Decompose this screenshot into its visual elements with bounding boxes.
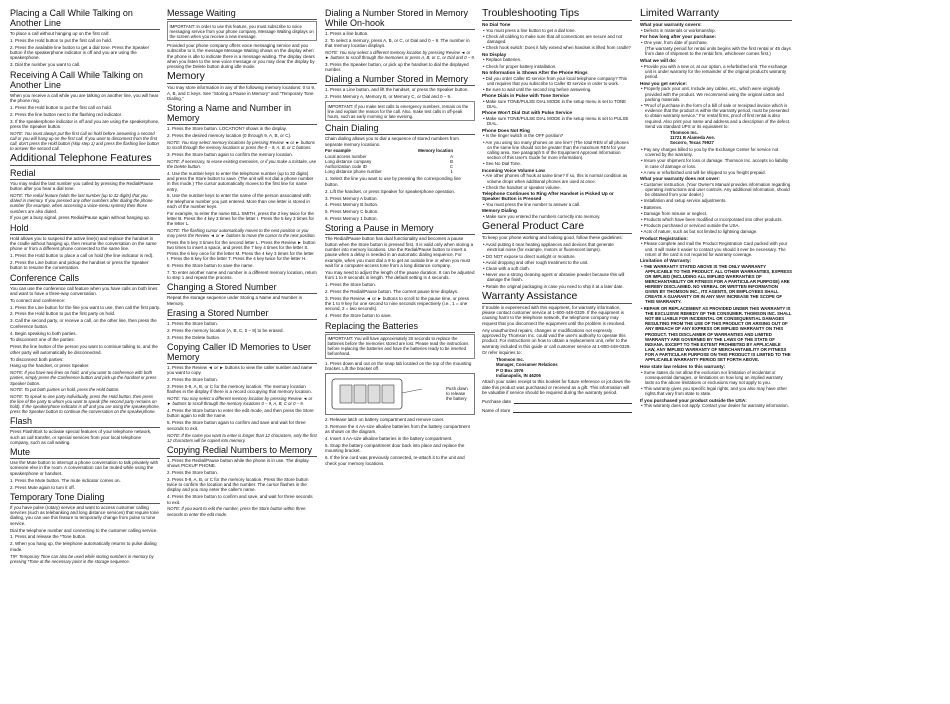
heading-talk-line: Placing a Call While Talking on Another Line	[10, 8, 160, 30]
note: NOTE: The flashing cursor automatically moves to the next position or you may press the Review ◄ or ► buttons to move the cursor to the next position.	[167, 228, 316, 239]
step: 5. Press Memory C button.	[325, 209, 379, 215]
list-item: • Products which have been modified or incorporated into other products.	[640, 217, 792, 222]
step: 3. If the speakerphone indicator is off and you are using the speakerphone, press the Speaker button.	[10, 118, 160, 129]
list-item: • This warranty gives you specific legal rights, and you also may have other rights that vary from state to state.	[640, 386, 792, 396]
subheading: Phone Does Not Ring	[482, 127, 530, 133]
important-box: IMPORTANT: In order to use this feature, you must subscribe to voice messaging service from your phone company. Message Waiting displays on the screen when you receive a new message.	[167, 21, 317, 41]
heading-memory: Memory	[167, 71, 317, 84]
step: 2. Press the available line button to get a dial tone. Press the Speaker button if the speakerphone indicator is off and you are using the speakerphone.	[10, 44, 150, 61]
table-cell: A	[450, 153, 453, 159]
step: 4. Press the Store button to enter the edit mode, and then press the Store button again to edit the name.	[167, 408, 314, 419]
list-item: • Avoid putting it near heating appliances and devices that generate electrical noise (for example, motors or fluorescent lamps).	[482, 242, 632, 252]
list-item: • Retain the original packaging in case you need to ship it at a later date.	[482, 284, 632, 289]
list-item: • Avoid dropping and other rough treatment to the unit.	[482, 260, 632, 265]
step: 5. Press the Store button again to confirm and save and wait for three seconds to exit.	[167, 420, 306, 431]
step: 4. Press the Store button to save.	[325, 313, 392, 319]
heading-copying-caller-id: Copying Caller ID Memories to User Memory	[167, 342, 317, 364]
step: 1. Select the line you want to use by pressing the corresponding line button.	[325, 176, 461, 187]
table-cell: Local access number	[325, 153, 367, 159]
list-item: • Check the handset or speaker volume.	[482, 185, 632, 190]
step: 2. To select a memory, press A, B, or C, or Dial and 0 – 9. The number in that memory location displays.	[325, 37, 470, 49]
column-3	[325, 6, 475, 700]
note: NOTE: If necessary, to erase existing memories, or if you make a mistake, use the Delete button.	[167, 158, 317, 169]
subheading: Memory Dialing	[482, 208, 517, 214]
purchase-date-line	[482, 398, 632, 404]
list-item: • "Proof of purchase in the form of a bill of sale or receipted invoice which is evidence that the product is within the warranty period, must be presented to obtain warranty service." For rental firms, proof of first rental is also required. Also print your name and address and a description of the defect. Send via standard UPS or its equivalent to:	[640, 103, 792, 129]
table-cell: C	[449, 164, 453, 170]
step: 1. Press down and out on the snap tab located on the top of the mounting bracket. Lift the bracket off.	[325, 360, 472, 371]
subheading: Incoming Voice Volume Low	[482, 167, 545, 173]
subheading: How state law relates to this warranty:	[640, 363, 726, 369]
step: 2. Press the Redial/Pause button. The current pause time displays.	[325, 288, 459, 294]
step: 1. Press the Mute button. The mute indicator comes on.	[10, 477, 121, 483]
step: 1. Press a line button.	[325, 31, 369, 36]
para: To keep your phone working and looking good, follow these guidelines:	[482, 235, 623, 241]
step: 1. Press and release the *Tone button.	[10, 534, 87, 540]
tip: TIP: Temporary Tone can also be used while storing numbers in memory by pressing *Tone at the necessary point in the storage sequence.	[10, 553, 154, 564]
step: 2. Lift the handset, or press Speaker for speakerphone operation.	[325, 188, 456, 194]
heading-erasing: Erasing a Stored Number	[167, 308, 317, 320]
para: You may need to adjust the length of the pause duration. It can be adjusted from 1 to 9 seconds in length. The default setting is 4 seconds.	[325, 269, 475, 281]
list-item: • You must press a line button to get a dial tone.	[482, 28, 632, 33]
para: If you have pulse (rotary) service and want to access customer calling services (such as telebanking and long distance services) that require tone dialing, you can use this feature to temporarily change from pulse to tone service.	[10, 504, 159, 526]
heading-warranty-assistance: Warranty Assistance	[482, 291, 632, 304]
list-item: • Insure your shipment for loss or damage. Thomson Inc. accepts no liability in case of damage or loss.	[640, 158, 792, 168]
list-item: • A new or refurbished unit will be shipped to you freight prepaid.	[640, 170, 792, 175]
table-cell: 1	[450, 169, 453, 175]
list-item: • Batteries.	[640, 205, 792, 210]
step: 1. Press the Hold button to place a call on hold (the line indicator is red).	[10, 253, 154, 259]
step: 4. Press the Store button to confirm and save, and wait for three seconds to exit.	[167, 494, 313, 505]
subheading: What your warranty does not cover:	[640, 175, 720, 181]
address-line: Thomson Inc.	[496, 357, 524, 363]
step: 3. Press the Speaker button, or pick up the handset to dial the displayed number.	[325, 61, 469, 73]
step: 7. To enter another name and number in a different memory location, return to step 1 and repeat the process.	[167, 269, 317, 281]
step: 5. Snap the battery compartment door back into place and replace the mounting bracket.	[325, 443, 465, 454]
heading-mute: Mute	[10, 447, 160, 459]
step: 1. Press the Redial/Pause button while the phone is in use. The display shows PICKUP PHONE.	[167, 457, 309, 468]
step: 2. When you hang up, the telephone automatically returns to pulse dialing mode.	[10, 541, 157, 552]
list-item: • Acts of nature, such as but not limited to lightning damage.	[640, 229, 792, 234]
list-item: • Check hook switch: Does it fully extend when handset is lifted from cradle?	[482, 45, 632, 50]
para: To place a call without hanging up on the first call:	[10, 31, 110, 36]
step: 3. Dial the number you want to call.	[10, 62, 81, 68]
store-name-label: Name of store	[482, 408, 511, 414]
battery-compartment-drawing	[326, 375, 426, 413]
para: Any unauthorized repairs, changes or modifications not expressly approved by Thomson Inc. could void the user's authority to operate this product. For instructions on how to obtain a replacement unit, refer to the warranty included in this guide or call customer service at 1-800-448-0329.	[482, 327, 631, 349]
note: NOTE: You may select a different memory location by pressing Review ◄ or ► buttons to scroll through the memories or press A, B, or C, or Dial and 0 – 9.	[325, 50, 475, 61]
step: 4. Insert 4 AA-size alkaline batteries in the battery compartment.	[325, 436, 453, 442]
step: 6. Press Memory 1 button.	[325, 216, 378, 222]
purchase-date-label: Purchase date	[482, 399, 512, 405]
subheading: How you get service:	[640, 80, 687, 86]
address-line: P O Box 1976	[496, 367, 524, 373]
subheading: No Display	[482, 51, 507, 57]
step: 2. Press the Store button.	[167, 469, 219, 475]
heading-conference: Conference Calls	[10, 273, 160, 285]
heading-changing: Changing a Stored Number	[167, 282, 317, 294]
list-item: • Pay any charges billed to you by the Exchange Center for service not covered by the warranty.	[640, 147, 792, 157]
list-item: • Did you order Caller ID service from your local telephone company? This unit requires that you subscribe to Caller ID service in order to work.	[482, 76, 632, 86]
table-cell: Long distance phone number	[325, 169, 382, 175]
heading-dialing-memory: Dialing a Number Stored in Memory	[325, 74, 475, 86]
list-item: • REPAIR OR REPLACEMENT AS PROVIDED UNDER THIS WARRANTY IS THE EXCLUSIVE REMEDY OF THE CONSUMER. THOMSON INC. SHALL NOT BE LIABLE FOR INCIDENTAL OR CONSEQUENTIAL DAMAGES RESULTING FROM THE USE OF THIS PRODUCT OR ARISING OUT OF ANY BREACH OF ANY EXPRESS OR IMPLIED WARRANTY ON THIS PRODUCT. THIS DISCLAIMER OF WARRANTIES AND LIMITED WARRANTY ARE GOVERNED BY THE LAWS OF THE STATE OF INDIANA. EXCEPT TO THE EXTENT PROHIBITED BY APPLICABLE LAW, ANY IMPLIED WARRANTY OF MERCHANTABILITY OR FITNESS FOR A PARTICULAR PURPOSE ON THIS PRODUCT IS LIMITED TO THE APPLICABLE WARRANTY PERIOD SET FORTH ABOVE.	[640, 306, 792, 362]
list-item: • Installation and setup service adjustments.	[640, 198, 792, 203]
subheading: Phone Dials in Pulse with Tone Service	[482, 93, 569, 99]
step: 1. Press the Store button.	[167, 321, 219, 326]
diagram-label: Push down to release the battery	[446, 386, 468, 402]
para: The Redial/Pause button has dual functionality and becomes a pause button when the Store button is pressed first. It is valid only when storing a number into memory locations. Use the Redial/Pause button to insert a pause when a delay is needed in an automatic dialing sequence. For example, when you must dial a 9 to get an outside line or when you must wait for a computer-access tone from a long distance company.	[325, 236, 474, 268]
heading-copying-redial: Copying Redial Numbers to Memory	[167, 445, 317, 457]
subheading: No Information is Shown After the Phone Rings	[482, 69, 588, 75]
step: 6. Press the Store button to save the name.	[167, 262, 254, 268]
heading-limited-warranty: Limited Warranty	[640, 8, 792, 21]
para: Dial the telephone number and connecting to the customer calling service.	[10, 527, 158, 533]
para: Hang up the handset, or press Speaker.	[10, 363, 90, 369]
note: NOTE: The redial feature holds the last number (up to 32 digits) that you dialed in memory. If you pressed any other numbers after dialing the phone number (for example, when accessing a voice-menu system) then those numbers are also dialed.	[10, 193, 153, 214]
list-item: • DO NOT expose to direct sunlight or moisture.	[482, 254, 632, 259]
address-line: Socorro, Texas 79927	[670, 140, 714, 146]
note: NOTE: You may select a different memory location by pressing Review ◄ or ► buttons to scroll through the memory locations 0 – 9, A, B, C or 0 – 9.	[167, 396, 313, 407]
step: 3. Press the Review ◄ or ► buttons to scroll to the pause time, or press the 1 to 9 key for one second to nine seconds respectively (i.e., 1 = one second, 2 = two seconds).	[325, 295, 469, 312]
address-line: 11721 B Alameda Ave.	[670, 135, 715, 141]
write-line	[513, 407, 632, 413]
column-2	[167, 6, 317, 700]
para: Press Flash/Exit to activate special features of your telephone network, such as call transfer, or special services from your local telephone company, such as call waiting.	[10, 429, 152, 445]
list-item: • Are you using too many phones on one line? (The total REN of all phones on the same line should not be greater than the maximum REN for your calling area. See paragraph 5 of the Equipment Approval Information section of this User's Guide for more information).	[482, 140, 632, 161]
address-line: Thomson Inc.	[670, 130, 698, 136]
list-item: • Products purchased or serviced outside the USA.	[640, 223, 792, 228]
table-cell: Memory location	[418, 148, 453, 154]
table-cell: Long distance company	[325, 158, 372, 164]
para: Or refer inquiries to:	[482, 350, 522, 356]
list-item: • Never use a strong cleaning agent or abrasive powder because this will damage the finish.	[482, 272, 632, 282]
subheading: Telephone Continues to Ring After Handset is Picked Up or Speaker Button is Pressed	[482, 191, 614, 202]
heading-temporary-tone: Temporary Tone Dialing	[10, 492, 160, 504]
heading-chain-dialing: Chain Dialing	[325, 123, 475, 135]
para: Use the Mute button to interrupt a phone conversation to talk privately with someone else in the room. A conversation can be muted while using the speakerphone or handset.	[10, 460, 159, 476]
list-item: • Make sure you entered the numbers correctly into memory.	[482, 214, 632, 219]
list-item: • Properly pack your unit. Include any cables, etc., which were originally provided with the product. We recommend using the original carton and packing materials.	[640, 86, 792, 102]
heading-storing-pause: Storing a Pause in Memory	[325, 223, 475, 235]
table-cell: B	[450, 158, 453, 164]
table-cell: Authorization code ID	[325, 164, 367, 170]
step: 3. Press the Delete button.	[167, 334, 221, 340]
step: 4. Use the number keys to enter the telephone number (up to 32 digits) and press the Store button to save. (The unit will not dial a phone number in this mode.) The cursor automatically moves to the first line for name entry.	[167, 170, 314, 192]
step: 2. Press the Hold button to put the first party on hold.	[10, 311, 116, 317]
list-item: • Is the ringer switch in the OFF position?	[482, 133, 632, 138]
para: You may redial the last number you called by pressing the Redial/Pause button after you hear a dial tone.	[10, 181, 154, 192]
list-item: • Make sure TONE/PULSE DIAL MODE in the setup menu is set to PULSE DIAL.	[482, 116, 632, 126]
step: 1. Press the Review ◄ or ► buttons to view the caller number and name you want to copy.	[167, 365, 313, 376]
note: NOTE: If you want to edit the number, press the Store button within three seconds to enter the edit mode.	[167, 506, 306, 517]
step: 3. Press 0-9, A, B, or C for the memory location. The memory location flashes in the display if there is a record occupying that memory location.	[167, 384, 312, 395]
note: NOTE: To speak to one party individually, press the Hold button, then press the line of the party to whom you want to speak (the second party remains on hold). If the speakerphone indicator is off and you are using the speakerphone, press the Speaker button to continue the conversation on the speakerphone.	[10, 393, 160, 415]
para: You can use the conference call feature when you have calls on both lines and want to have a three-way conversation.	[10, 285, 158, 296]
list-item: • Make sure TONE/PULSE DIAL MODE in the setup menu is set to TONE DIAL.	[482, 99, 632, 109]
list-item: • Check for proper battery installation.	[482, 64, 632, 69]
important-box: IMPORTANT: If you make test calls to emergency numbers, remain on the line and explain the reason for the call. Also, make test calls in off-peak hours, such as early morning or late evening.	[325, 101, 475, 121]
subheading: For how long after your purchase:	[640, 34, 717, 39]
heading-general-care: General Product Care	[482, 221, 632, 234]
step: 3. Press 0-9, A, B, or C for the memory location. Press the Store button twice to confirm the location and the number. The cursor flashes in the display and you may enter the caller's name.	[167, 476, 309, 493]
para: Chain dialing allows you to dial a sequence of stored numbers from separate memory locations.	[325, 136, 459, 147]
para: You may store information in any of the following memory locations: 0 to 9, A, B, and C keys. See "Storing a Pause in Memory" and "Temporary Tone Dialing."	[167, 85, 316, 102]
list-item: • Clean with a soft cloth.	[482, 266, 632, 271]
para: (The warranty period for rental units begins with the first rental or 45 days from date of shipment to the rental firm, whichever comes first.)	[645, 46, 791, 57]
note: NOTE: If the name you want to enter is longer than 12 characters, only the first 12 characters will be copied into memory.	[167, 432, 317, 443]
step: 1. Press the Hold button to put the first call on hold.	[10, 104, 113, 110]
note: NOTE: To put both parties on hold, press the Hold button.	[10, 387, 120, 393]
subheading: What we will do:	[640, 58, 677, 64]
column-5	[640, 6, 792, 700]
list-item: • Are other phones off hook at same time? If so, this is normal condition as volume drops when additional phones are used at once.	[482, 173, 632, 183]
list-item: • Provide you with a new or, at our option, a refurbished unit. The exchange unit is under warranty for the remainder of the original product's warranty period.	[640, 64, 792, 80]
para: To connect and conference:	[10, 297, 66, 303]
store-name-line	[482, 407, 632, 413]
list-item: • Damage from misuse or neglect.	[640, 211, 792, 216]
para: To disconnect both parties:	[10, 356, 64, 362]
write-line	[514, 398, 632, 404]
heading-receiving: Receiving A Call While Talking on Another Line	[10, 70, 160, 92]
address-line: Manager, Consumer Relations	[496, 362, 558, 368]
para: If you get a busy signal, press Redial/Pause again without hanging up.	[10, 215, 151, 221]
step: 2. Press Mute again to turn it off.	[10, 484, 75, 490]
step: 4. Press Memory B button.	[325, 202, 379, 208]
list-item: • Defects in materials or workmanship.	[640, 28, 792, 33]
list-item: • You must press the line number to answer a call.	[482, 202, 632, 207]
list-item: • Be sure to wait until the second ring before answering.	[482, 87, 632, 92]
step: 1. Press a Line button, and lift the handset, or press the Speaker button.	[325, 87, 469, 93]
heading-dialing-on-hook: Dialing a Number Stored in Memory While On-hook	[325, 8, 475, 30]
memory-location-table	[325, 148, 475, 174]
subheading: No Dial Tone	[482, 22, 511, 27]
step: 1. Press the Store button.	[325, 282, 377, 288]
step: 1. Press the Hold button to put the first call on hold.	[10, 37, 113, 43]
step: 2. Press the Store button.	[167, 377, 219, 383]
address-line: Indianapolis, IN 46206	[496, 372, 541, 378]
column-1	[10, 6, 160, 700]
list-item: • Customer instruction. (Your Owner's Manual provides information regarding operating instructions and user controls. Any additional information, should be obtained from your dealer.)	[640, 182, 792, 198]
table-cell: For example	[325, 148, 351, 154]
step: 3. Press the Store button again to confirm the memory location.	[167, 151, 294, 157]
note: NOTE: If you have two lines on hold, and you want to conference with both parties, simply press the Conference button and pick up the handset or press Speaker button.	[10, 370, 157, 386]
para: To disconnect one of the parties:	[10, 337, 75, 343]
note: NOTE: You must always put the first call on hold before answering a second call or you will hang up on the first call. If you want to disconnect from the first call, don't press the Hold button (skip step 1) and press the flashing line button to answer the second call.	[10, 130, 159, 151]
step: 1. Press the Line button for the line you want to use, then call the first party.	[10, 304, 160, 310]
step: 4. Begin speaking to both parties.	[10, 330, 77, 336]
heading-replacing-batteries: Replacing the Batteries	[325, 321, 475, 333]
para: Press the line button of the person you want to continue talking to, and the other party will automatically be disconnected.	[10, 344, 158, 355]
para: If trouble is experienced with this equipment, for warranty information, please contact customer service at 1-800-448-0329. If the equipment is causing harm to the telephone network, the telephone company may request that you disconnect the equipment until the problem is resolved.	[482, 304, 626, 326]
heading-additional-features: Additional Telephone Features	[10, 153, 160, 166]
list-item: • One year, from date of purchase.	[640, 40, 792, 45]
subheading: Limitation of Warranty:	[640, 257, 692, 263]
step: 3. Remove the 4 AA-size alkaline batteries from the battery compartment as shown on the diagram.	[325, 424, 470, 435]
para: For example, to enter the name BILL SMITH, press the 2 key twice for the letter B. Press the 4 key 3 times for the letter I. Press the 5 key 3 times for the letter L.	[167, 210, 315, 227]
para: Hold allows you to suspend the active line(s) and replace the handset in the cradle without hanging up, then resume the conversation on the same phone or from a different phone connected to the same line.	[10, 235, 157, 252]
step: 2. Press the line button next to the flashing red indicator.	[10, 111, 123, 117]
heading-storing-name: Storing a Name and Number in Memory	[167, 103, 317, 125]
list-item: • Replace batteries.	[482, 57, 632, 62]
list-item: • See No Dial Tone.	[482, 161, 632, 166]
subheading: Product Registration:	[640, 235, 688, 241]
table-row	[325, 169, 475, 174]
para: Press the 5 key 3 times for the second letter L. Press the Review ► button two times to insert a space, and press the 7 key 4 times for the letter S. Press the 6 key once for the letter M. Press the 4 key 3 times for the letter I. Press the 8 key for the letter T. Press the 4 key twice for the letter H.	[167, 240, 316, 262]
note: NOTE: You may select memory locations by pressing Review ◄ or ► buttons to scroll through the memory locations or press the 0 – 9, A, B, or C buttons.	[167, 140, 315, 151]
heading-redial: Redial	[10, 168, 160, 180]
para: Attach your sales receipt to this booklet for future reference or jot down the date this product was purchased or received as a gift. This information will be valuable if service should be required during the warranty period.	[482, 379, 631, 395]
para: Provided your phone company offers voice messaging service and you subscribe to it, the message Message Waiting shows on the display when the phone is idle to indicate there is a message waiting. The display clears when you listen to the new voice message or you may clear the display by pressing the Delete button during idle mode.	[167, 43, 315, 70]
heading-hold: Hold	[10, 223, 160, 235]
list-item: • This warranty does not apply. Contact your dealer for warranty information.	[640, 403, 792, 408]
subheading: Phone Won't Dial Out with Pulse Service	[482, 110, 573, 116]
step: 3. Call the second party, or receive a call, on the other line, then press the Conference button.	[10, 318, 157, 329]
step: 1. Press the Store button. LOCATION? shows in the display.	[167, 126, 287, 132]
important-box: IMPORTANT: You will have approximately 30 seconds to replace the batteries before the memories stored are lost. Please read the instructions before replacing the batteries and have the batteries ready to be inserted beforehand.	[325, 334, 475, 359]
step: 2. Press the desired memory location (0 through 9, A, B, or C).	[167, 133, 292, 139]
step: 3. Press Memory A button.	[325, 195, 378, 201]
list-item: • Check all cabling to make sure that all connections are secure and not damaged.	[482, 34, 632, 44]
list-item: • Please complete and mail the Product Registration Card packed with your unit. It will make it easier to contact you should it ever be necessary. The return of the card is not required for warranty coverage.	[640, 241, 792, 257]
step: 2. Release latch on battery compartment and remove cover.	[325, 417, 445, 423]
step: 5. Use the number keys to enter the name of the person associated with the telephone number you just entered. More than one letter is stored in each of the number keys.	[167, 193, 311, 209]
step: 2. Press Memory A, Memory B, or Memory C, or Dial and 0 – 9.	[325, 94, 452, 100]
step: 6. If the line cord was previously connected, re-attach it to the unit and check your memory locations.	[325, 455, 465, 466]
para: When you receive a call while you are talking on another line, you will hear the phone ring.	[10, 92, 159, 103]
subheading: If you purchased your product outside the USA:	[640, 397, 747, 403]
step: 2. Press the Line button and pickup the handset or press the Speaker button to resume the conversation.	[10, 259, 149, 271]
list-item: • THE WARRANTY STATED ABOVE IS THE ONLY WARRANTY APPLICABLE TO THIS PRODUCT. ALL OTHER WARRANTIES, EXPRESS OR IMPLIED (INCLUDING ALL IMPLIED WARRANTIES OF MERCHANTABILITY OR FITNESS FOR A PARTICULAR PURPOSE) ARE HEREBY DISCLAIMED. NO VERBAL OR WRITTEN INFORMATION GIVEN BY THOMSON INC., ITS AGENTS, OR EMPLOYEES SHALL CREATE A GUARANTY OR IN ANY WAY INCREASE THE SCOPE OF THIS WARRANTY.	[640, 264, 792, 305]
battery-diagram	[325, 373, 475, 415]
subheading: What your warranty covers:	[640, 22, 702, 27]
heading-flash: Flash	[10, 416, 160, 428]
para: Repeat the storage sequence under Storing a Name and Number in Memory.	[167, 295, 303, 306]
step: 2. Press the memory location (A, B, C, 0 – 9) to be erased.	[167, 327, 284, 333]
list-item: • Some states do not allow the exclusion nor limitation of incidental or consequential damages, or limitations on how long an implied warranty lasts so the above limitations or exclusions may not apply to you.	[640, 370, 792, 386]
heading-message-waiting: Message Waiting	[167, 8, 317, 20]
column-4	[482, 6, 632, 700]
heading-troubleshooting: Troubleshooting Tips	[482, 8, 632, 21]
